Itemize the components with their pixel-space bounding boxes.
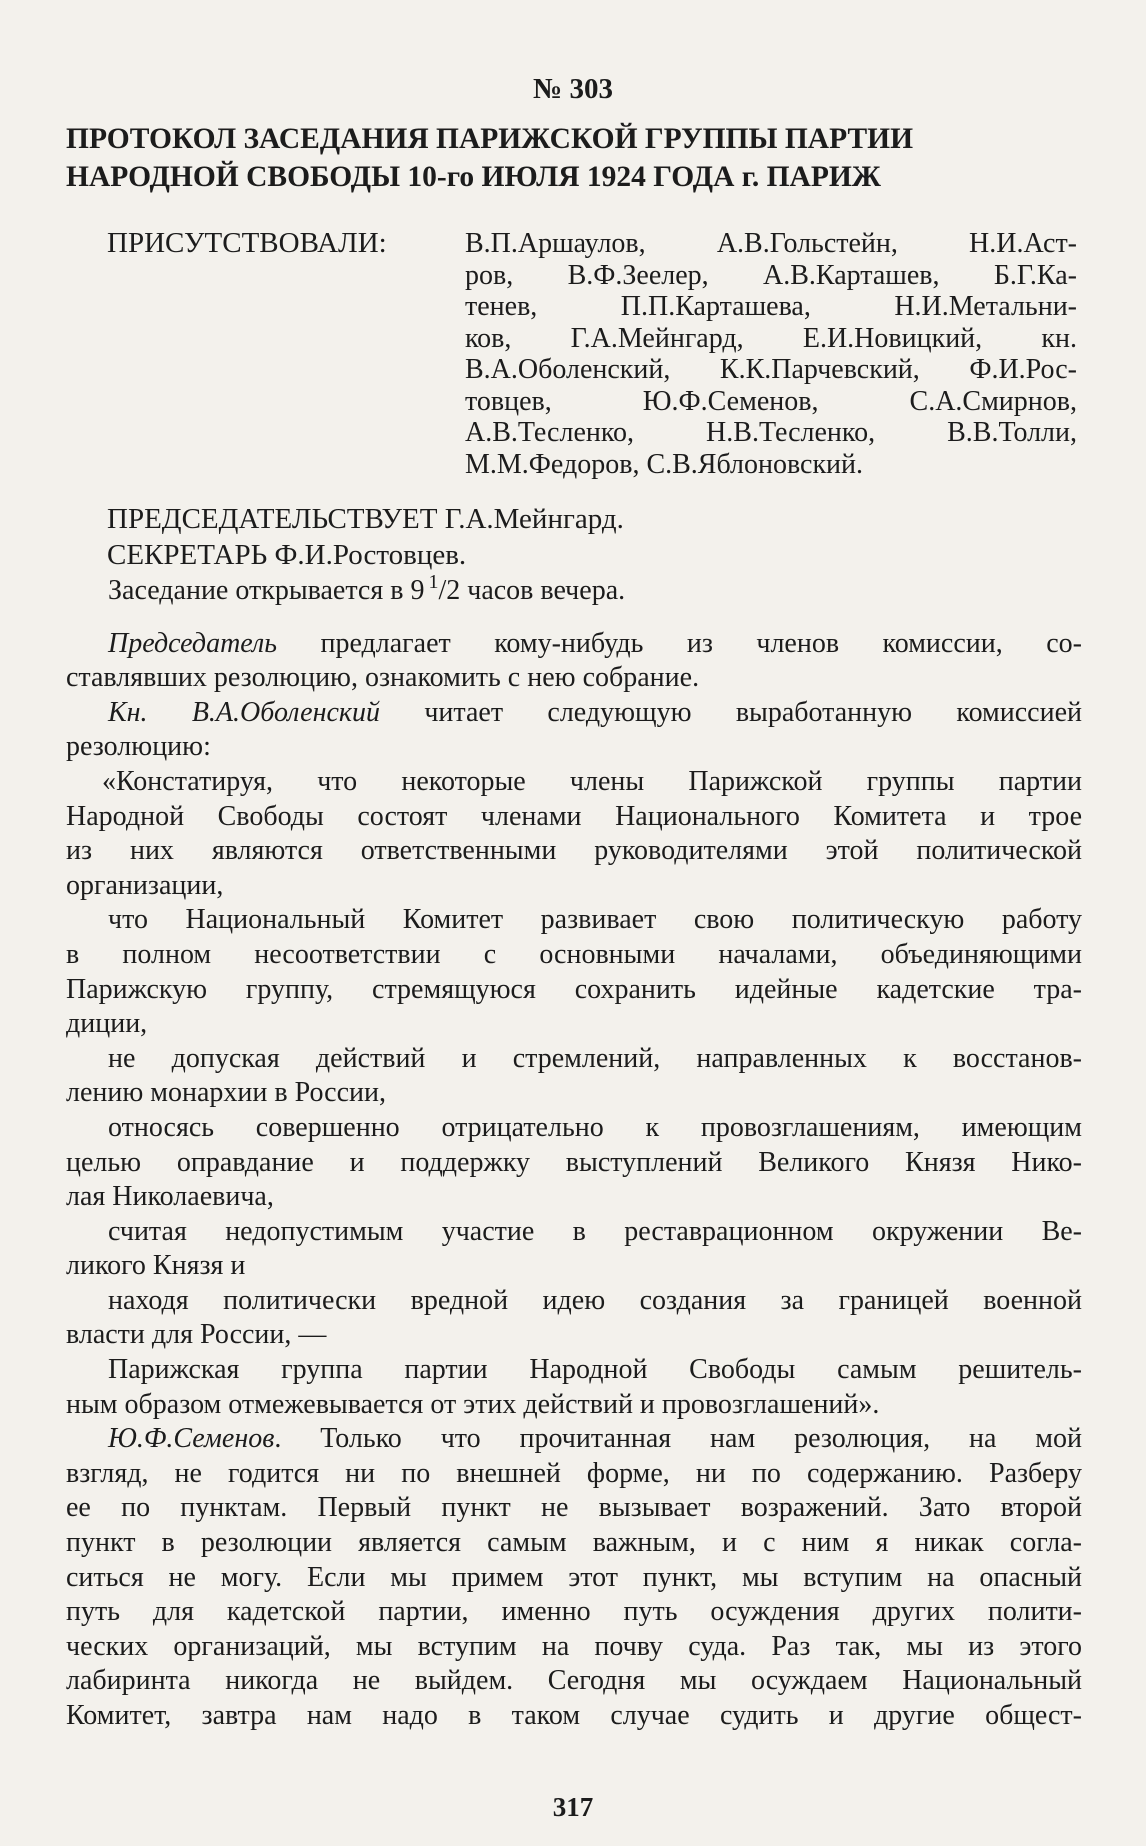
- document-title: [66, 120, 1076, 196]
- opening-line: [66, 571, 1082, 611]
- semenov-text: . Только что прочитанная нам резолюция, на мой: [274, 1423, 1082, 1455]
- opening-text: Заседание открывается в 9: [108, 575, 425, 606]
- obolensky-line: [66, 696, 1082, 731]
- resolution-line: что Национальный Комитет развивает свою политическую работу: [108, 904, 1082, 936]
- attendance-line: В.П.Аршаулов, А.В.Гольстейн, Н.И.Аст-: [465, 228, 1077, 259]
- semenov-line: Комитет, завтра нам надо в таком случае судить и другие общест-: [66, 1700, 1082, 1731]
- resolution-line: Парижская группа партии Народной Свободы самым решитель-: [108, 1354, 1082, 1386]
- chairman-line: ставлявших резолюцию, ознакомить с нею собрание.: [66, 662, 700, 694]
- resolution-line: власти для России, —: [66, 1319, 327, 1351]
- attendance-label: ПРИСУТСТВОВАЛИ:: [107, 227, 387, 259]
- secretary-line: СЕКРЕТАРЬ Ф.И.Ростовцев.: [107, 539, 467, 571]
- chairperson-line: ПРЕДСЕДАТЕЛЬСТВУЕТ Г.А.Мейнгард.: [107, 503, 624, 535]
- obolensky-line: резолюцию:: [66, 731, 211, 763]
- attendance-line: М.М.Федоров, С.В.Яблоновский.: [465, 448, 864, 480]
- semenov-line: ее по пунктам. Первый пункт не вызывает возражений. Зато второй: [66, 1492, 1082, 1524]
- resolution-line: диции,: [66, 1008, 148, 1040]
- semenov-line: [66, 1422, 1082, 1457]
- speaker-name: Ю.Ф.Семенов: [108, 1423, 275, 1455]
- page-number: 317: [552, 1792, 594, 1822]
- resolution-line: Народной Свободы состоят членами Национального Комитета и трое: [66, 800, 1082, 832]
- resolution-line: находя политически вредной идею создания за границей военной: [108, 1284, 1082, 1316]
- resolution-line: не допуская действий и стремлений, направленных к восстанов-: [108, 1042, 1082, 1074]
- resolution-line: целью оправдание и поддержку выступлений Великого Князя Нико-: [66, 1146, 1082, 1178]
- resolution-line: организации,: [66, 869, 224, 901]
- resolution-line: относясь совершенно отрицательно к провозглашениям, имеющим: [108, 1111, 1082, 1143]
- resolution-line: лению монархии в России,: [66, 1077, 387, 1109]
- obolensky-text: читает следующую выработанную комиссией: [380, 696, 1082, 728]
- attendance-names: [465, 228, 1077, 480]
- document-number: № 303: [533, 73, 613, 105]
- resolution-line: в полном несоответствии с основными началами, объединяющими: [66, 938, 1082, 970]
- opening-text-rest: /2 часов вечера.: [438, 575, 626, 606]
- resolution-line: ликого Князя и: [66, 1250, 246, 1282]
- semenov-line: лабиринта никогда не выйдем. Сегодня мы осуждаем Национальный: [66, 1665, 1082, 1697]
- resolution-line: Парижскую группу, стремящуюся сохранить идейные кадетские тра-: [66, 973, 1082, 1005]
- resolution-line: считая недопустимым участие в реставрационном окружении Ве-: [108, 1215, 1082, 1247]
- chairman-text: предлагает кому-нибудь из членов комиссии, со-: [276, 627, 1082, 659]
- resolution-line: ным образом отмежевывается от этих действий и провозглашений».: [66, 1388, 880, 1420]
- resolution-line: из них являются ответственными руководителями этой политической: [66, 835, 1082, 867]
- attendance-line: ков, Г.А.Мейнгард, Е.И.Новицкий, кн.: [465, 322, 1077, 354]
- semenov-line: пункт в резолюции является самым важным, и с ним я никак согла-: [66, 1527, 1082, 1559]
- semenov-line: взгляд, не годится ни по внешней форме, ни по содержанию. Разберу: [66, 1457, 1082, 1489]
- attendance-line: А.В.Тесленко, Н.В.Тесленко, В.В.Толли,: [465, 417, 1077, 448]
- attendance-line: товцев, Ю.Ф.Семенов, С.А.Смирнов,: [465, 385, 1077, 417]
- attendance-line: ров, В.Ф.Зеелер, А.В.Карташев, Б.Г.Ка-: [465, 259, 1077, 291]
- resolution-line: лая Николаевича,: [66, 1181, 274, 1213]
- semenov-line: ческих организаций, мы вступим на почву суда. Раз так, мы из этого: [66, 1630, 1082, 1662]
- protocol-body: [66, 571, 1082, 1734]
- title-line: ПРОТОКОЛ ЗАСЕДАНИЯ ПАРИЖСКОЙ ГРУППЫ ПАРТИИ: [66, 123, 914, 155]
- opening-superscript: 1: [428, 571, 439, 593]
- resolution-line: «Констатируя, что некоторые члены Парижской группы партии: [102, 765, 1082, 797]
- attendance-line: В.А.Оболенский, К.К.Парчевский, Ф.И.Рос-: [465, 354, 1077, 385]
- attendance-line: тенев, П.П.Карташева, Н.И.Метальни-: [465, 291, 1077, 322]
- speaker-name: Председатель: [108, 627, 277, 659]
- speaker-name: Кн. В.А.Оболенский: [108, 696, 381, 728]
- title-line: НАРОДНОЙ СВОБОДЫ 10-го ИЮЛЯ 1924 ГОДА г. ПАРИЖ: [66, 161, 881, 193]
- semenov-line: ситься не могу. Если мы примем этот пункт, мы вступим на опасный: [66, 1561, 1082, 1593]
- chairman-line: [66, 627, 1082, 662]
- semenov-line: путь для кадетской партии, именно путь осуждения других полити-: [66, 1596, 1082, 1628]
